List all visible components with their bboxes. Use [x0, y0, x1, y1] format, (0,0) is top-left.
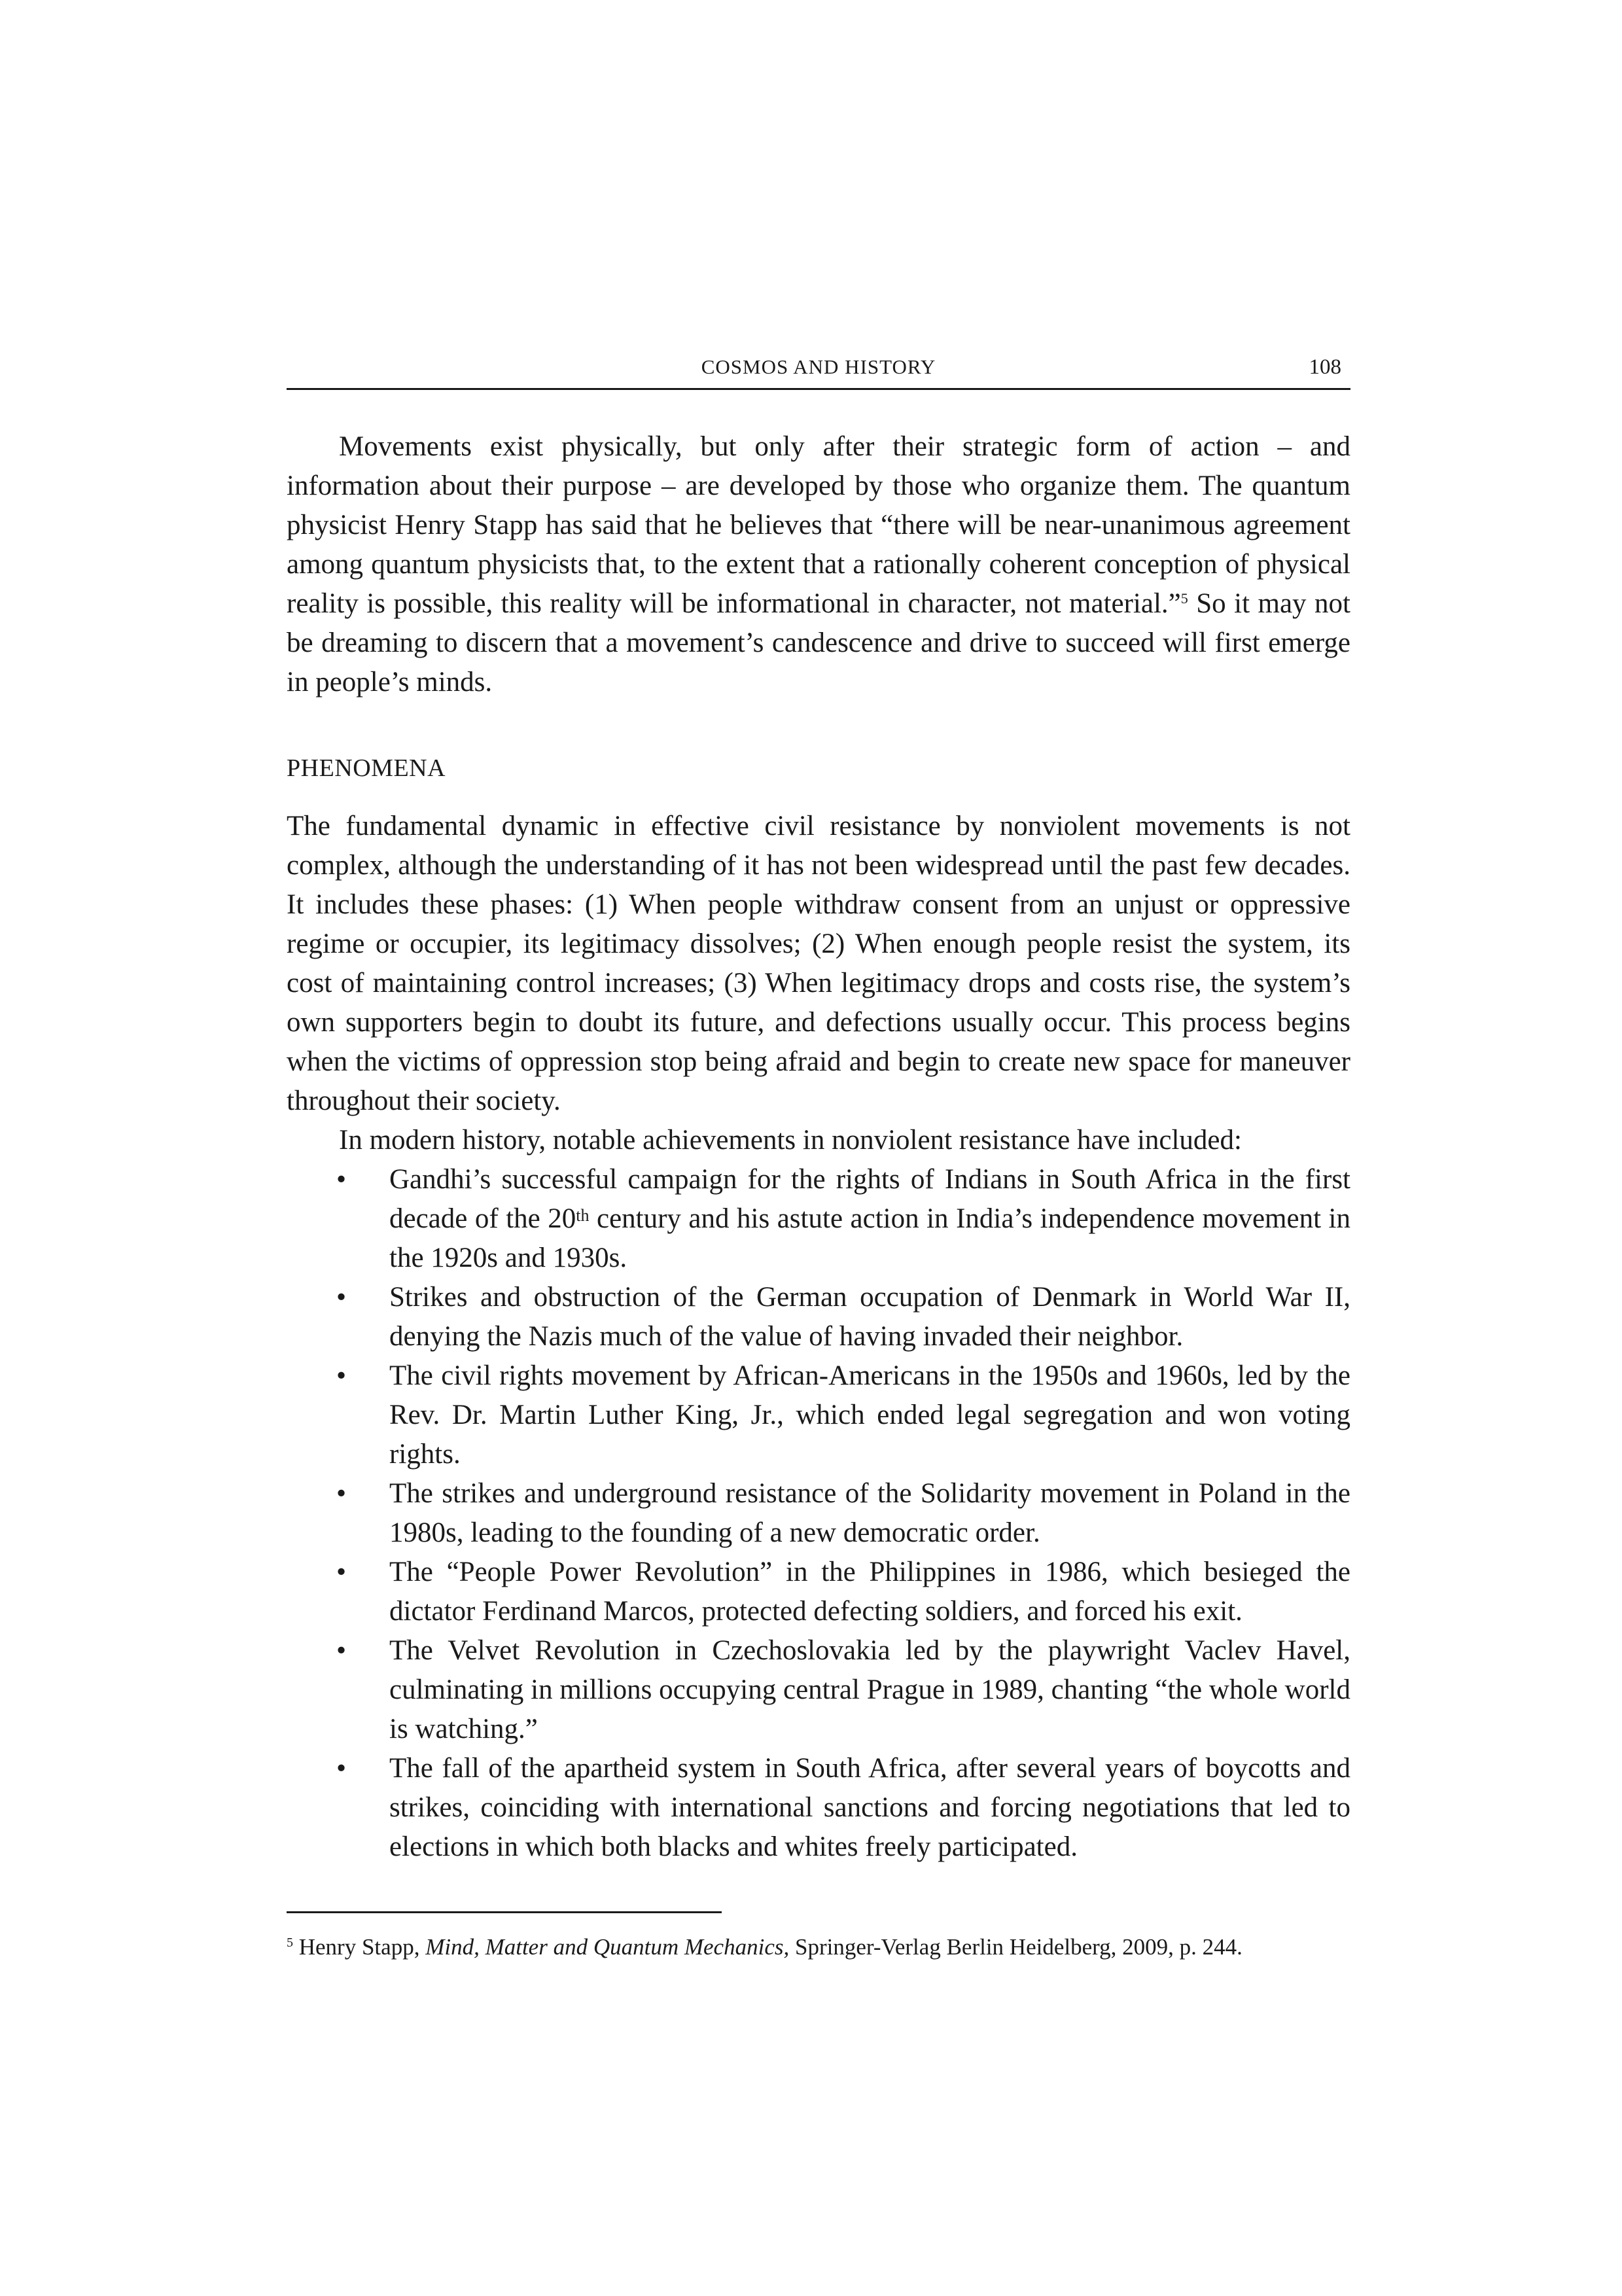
bullet-icon: •	[336, 1164, 347, 1195]
footnote-author: Henry Stapp,	[298, 1934, 420, 1960]
list-item: • The Velvet Revolution in Czechoslovakia led by the playwright Vaclev Havel, culminating in millions occupying central Prague in 1989, chanting “the whole world is watching.”	[287, 1631, 1350, 1749]
section-body	[287, 807, 1350, 1867]
list-item: • The strikes and underground resistance of the Solidarity movement in Poland in the 1980s, leading to the founding of a new democratic order.	[287, 1474, 1350, 1553]
list-item: • The civil rights movement by African-Americans in the 1950s and 1960s, led by the Rev. Dr. Martin Luther King, Jr., which ended legal segregation and won voting rights.	[287, 1356, 1350, 1474]
paragraph-dynamic: The fundamental dynamic in effective civil resistance by nonviolent movements is not complex, although the understanding of it has not been widespread until the past few decades. It includes these phases: (1) When people withdraw consent from an unjust or oppressive regime or occupier, its legitimacy dissolves; (2) When enough people resist the system, its cost of maintaining control increases; (3) When legitimacy drops and costs rise, the system’s own supporters begin to doubt its future, and defections usually occur. This process begins when the victims of oppression stop being afraid and begin to create new space for maneuver throughout their society.	[287, 811, 1350, 1116]
footnote-publisher: Springer-Verlag Berlin Heidelberg, 2009, p. 244.	[794, 1934, 1243, 1960]
running-header	[287, 349, 1350, 390]
page-number: 108	[1309, 355, 1341, 379]
footnote-book-title: Mind, Matter and Quantum Mechanics,	[425, 1934, 790, 1960]
bullet-icon: •	[336, 1360, 347, 1391]
achievements-list	[287, 1160, 1350, 1867]
list-item: • The fall of the apartheid system in South Africa, after several years of boycotts and strikes, coinciding with international sanctions and forcing negotiations that led to elections in which both blacks and whites freely participated.	[287, 1749, 1350, 1867]
list-item: • The “People Power Revolution” in the Philippines in 1986, which besieged the dictator Ferdinand Marcos, protected defecting soldiers, and forced his exit.	[287, 1553, 1350, 1631]
bullet-icon: •	[336, 1753, 347, 1784]
footnote-divider	[287, 1911, 722, 1913]
journal-title: COSMOS AND HISTORY	[701, 355, 936, 378]
paragraph-movements	[287, 427, 1350, 702]
paragraph-text: Movements exist physically, but only after their strategic form of action – and information about their purpose – are developed by those who organize them. The quantum physicist Henry Stapp has said that he believes that “there will be near-unanimous agreement among quantum physicists that, to the extent that a rationally coherent conception of physical reality is possible, this reality will be informational in character, not material.”	[287, 431, 1350, 619]
paragraph-text-continued: So it may not be dreaming to discern that a movement’s candescence and drive to succeed will first emerge in people’s minds.	[287, 588, 1350, 698]
footnote-reference[interactable]: 5	[1180, 590, 1188, 607]
bullet-icon: •	[336, 1282, 347, 1313]
bullet-icon: •	[336, 1478, 347, 1509]
section-heading: PHENOMENA	[287, 754, 446, 782]
ordinal-suffix: th	[576, 1206, 590, 1225]
paragraph-achievements-intro: In modern history, notable achievements in nonviolent resistance have included:	[339, 1125, 1242, 1156]
bullet-icon: •	[336, 1557, 347, 1587]
bullet-icon: •	[336, 1635, 347, 1666]
footnote-number: 5	[287, 1935, 293, 1950]
list-item: • Gandhi’s successful campaign for the rights of Indians in South Africa in the first decade of the 20th century and his astute action in India’s independence movement in the 1920s and 1930s.	[287, 1160, 1350, 1278]
list-item: • Strikes and obstruction of the German occupation of Denmark in World War II, denying the Nazis much of the value of having invaded their neighbor.	[287, 1278, 1350, 1356]
footnote	[287, 1932, 1366, 1962]
